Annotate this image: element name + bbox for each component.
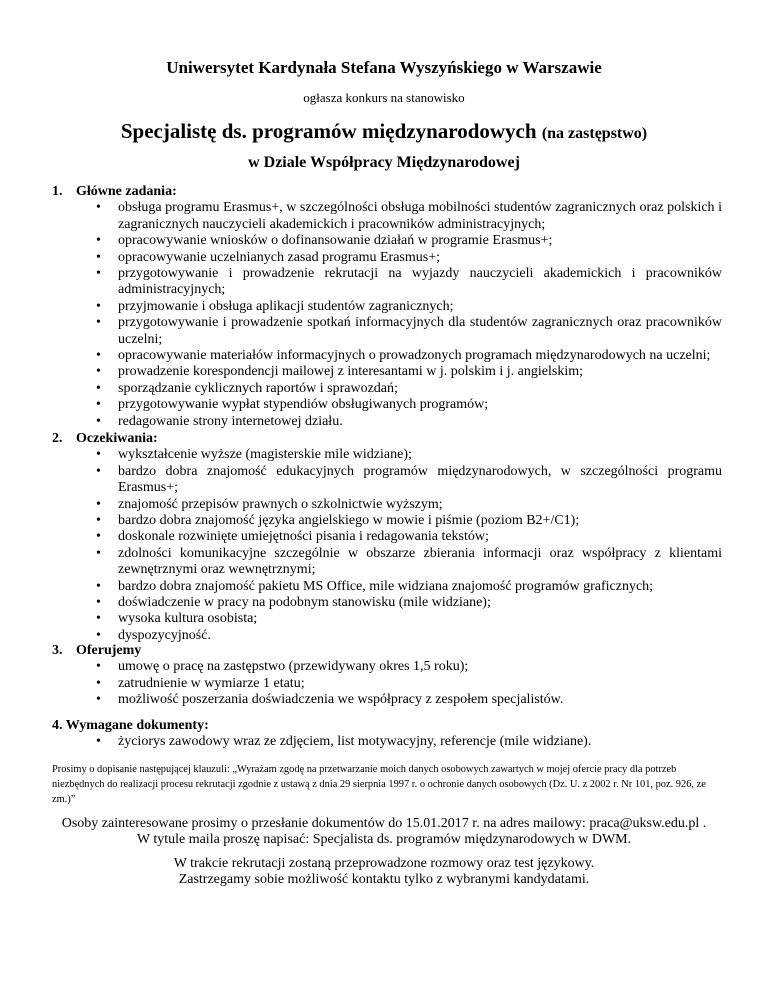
list-item-text: obsługa programu Erasmus+, w szczególności obsługa mobilności studentów zagranicznych oraz polskich i zagranicznych nauczycieli akademickich i pracowników administracyjnych; <box>118 200 722 232</box>
section-title: Oferujemy <box>76 643 142 658</box>
list-item <box>52 447 722 463</box>
list-item <box>52 676 722 692</box>
list-item <box>52 497 722 513</box>
list-item-text: znajomość przepisów prawnych o szkolnictwie wyższym; <box>118 496 443 512</box>
section-number: 3. <box>52 643 63 658</box>
offer-list <box>52 659 722 708</box>
list-item-text: przyjmowanie i obsługa aplikacji studentów zagranicznych; <box>118 298 454 314</box>
list-item-text: wykształcenie wyższe (magisterskie mile widziane); <box>118 447 412 463</box>
bullet-icon: • <box>96 233 101 249</box>
section-heading <box>52 431 722 447</box>
list-item-text: bardzo dobra znajomość pakietu MS Office, mile widziana znajomość programów graficznych; <box>118 578 654 594</box>
list-item-text: możliwość poszerzania doświadczenia we współpracy z zespołem specjalistów. <box>118 692 564 708</box>
list-item <box>52 348 722 364</box>
list-item <box>52 381 722 397</box>
bullet-icon: • <box>96 627 101 643</box>
list-item-text: dyspozycyjność. <box>118 627 211 643</box>
list-item <box>52 464 722 497</box>
bullet-icon: • <box>96 380 101 396</box>
list-item <box>52 546 722 579</box>
bullet-icon: • <box>96 364 101 380</box>
list-item <box>52 266 722 299</box>
bullet-icon: • <box>96 413 101 429</box>
bullet-icon: • <box>96 200 101 216</box>
bullet-icon: • <box>96 529 101 545</box>
bullet-icon: • <box>96 266 101 282</box>
section-heading <box>52 184 722 200</box>
section-title: Oczekiwania: <box>76 431 158 446</box>
contact-line: Zastrzegamy sobie możliwość kontaktu tylko z wybranymi kandydatami. <box>178 872 590 888</box>
email-subject-line: W tytule maila proszę napisać: Specjalista ds. programów międzynarodowych w DWM. <box>136 832 632 848</box>
application-info <box>0 816 768 849</box>
section-heading <box>52 643 722 659</box>
list-item <box>52 315 722 348</box>
list-item-text: prowadzenie korespondencji mailowej z interesantami w j. polskim i j. angielskim; <box>118 364 583 380</box>
position-title <box>0 119 768 144</box>
consent-clause: Prosimy o dopisanie następującej klauzuli: „Wyrażam zgodę na przetwarzanie moich danych osobowych zawartych w mojej ofercie pracy dla potrzeb niezbędnych do realizacji procesu rekrutacji zgodnie z ustawą z dnia 29 sierpnia 1997 r. o ochronie danych osobowych (Dz. U. z 2002 r. Nr 101, poz. 926, ze zm.)” <box>52 764 706 805</box>
bullet-icon: • <box>96 659 101 675</box>
section-heading <box>52 718 722 734</box>
section-documents <box>52 718 722 751</box>
list-item <box>52 513 722 529</box>
department-name: w Dziale Współpracy Międzynarodowej <box>248 154 520 171</box>
interview-line: W trakcie rekrutacji zostaną przeprowadzone rozmowy oraz test językowy. <box>173 856 595 871</box>
list-item <box>52 611 722 627</box>
list-item-text: opracowywanie materiałów informacyjnych o prowadzonych programach międzynarodowych na uczelni; <box>118 348 711 364</box>
list-item <box>52 579 722 595</box>
list-item <box>52 628 722 644</box>
list-item-text: umowę o pracę na zastępstwo (przewidywany okres 1,5 roku); <box>118 659 469 675</box>
list-item-text: przygotowywanie wypłat stypendiów obsługiwanych programów; <box>118 397 489 413</box>
section-main-tasks <box>52 184 722 430</box>
list-item-text: życiorys zawodowy wraz ze zdjęciem, list motywacyjny, referencje (mile widziane). <box>118 734 592 750</box>
list-item <box>52 659 722 675</box>
bullet-icon: • <box>96 692 101 708</box>
section-number: 4. <box>52 718 63 733</box>
bullet-icon: • <box>96 315 101 331</box>
bullet-icon: • <box>96 447 101 463</box>
list-item-text: wysoka kultura osobista; <box>118 611 258 627</box>
list-item-text: opracowywanie wniosków o dofinansowanie działań w programie Erasmus+; <box>118 233 553 249</box>
bullet-icon: • <box>96 298 101 314</box>
task-list <box>52 200 722 430</box>
documents-list <box>52 734 722 750</box>
list-item <box>52 414 722 430</box>
bullet-icon: • <box>96 595 101 611</box>
section-title: Wymagane dokumenty: <box>65 718 209 733</box>
list-item <box>52 250 722 266</box>
bullet-icon: • <box>96 463 101 479</box>
bullet-icon: • <box>96 578 101 594</box>
list-item <box>52 233 722 249</box>
bullet-icon: • <box>96 545 101 561</box>
section-number: 2. <box>52 431 63 446</box>
list-item-text: zatrudnienie w wymiarze 1 etatu; <box>118 675 305 691</box>
position-title-main: Specjalistę ds. programów międzynarodowych <box>120 119 537 143</box>
list-item-text: bardzo dobra znajomość języka angielskiego w mowie i piśmie (poziom B2+/C1); <box>118 513 580 529</box>
bullet-icon: • <box>96 397 101 413</box>
section-number: 1. <box>52 184 63 199</box>
list-item <box>52 529 722 545</box>
list-item <box>52 692 722 708</box>
list-item-text: przygotowywanie i prowadzenie spotkań informacyjnych dla studentów zagranicznych oraz pracowników uczelni; <box>118 315 722 347</box>
bullet-icon: • <box>96 348 101 364</box>
bullet-icon: • <box>96 675 101 691</box>
list-item <box>52 299 722 315</box>
bullet-icon: • <box>96 734 101 750</box>
bullet-icon: • <box>96 496 101 512</box>
bullet-icon: • <box>96 513 101 529</box>
list-item <box>52 595 722 611</box>
deadline-line: Osoby zainteresowane prosimy o przesłanie dokumentów do 15.01.2017 r. na adres mailowy: praca@uksw.edu.pl . <box>61 816 707 831</box>
announcement-line: ogłasza konkurs na stanowisko <box>303 90 465 105</box>
list-item <box>52 364 722 380</box>
position-title-note: (na zastępstwo) <box>541 125 648 142</box>
list-item-text: doświadczenie w pracy na podobnym stanowisku (mile widziane); <box>118 595 491 611</box>
bullet-icon: • <box>96 249 101 265</box>
university-name: Uniwersytet Kardynała Stefana Wyszyńskiego w Warszawie <box>166 58 602 77</box>
list-item-text: doskonale rozwinięte umiejętności pisania i redagowania tekstów; <box>118 529 489 545</box>
list-item-text: zdolności komunikacyjne szczególnie w obszarze zbierania informacji oraz współpracy z klientami zewnętrznymi oraz wewnętrznymi; <box>118 545 722 578</box>
list-item-text: redagowanie strony internetowej działu. <box>118 413 343 429</box>
list-item-text: bardzo dobra znajomość edukacyjnych programów międzynarodowych, w szczególności programu Erasmus+; <box>118 463 722 496</box>
section-title: Główne zadania: <box>76 184 177 199</box>
section-expectations <box>52 431 722 644</box>
list-item <box>52 734 722 750</box>
expectations-list <box>52 447 722 644</box>
list-item-text: opracowywanie uczelnianych zasad programu Erasmus+; <box>118 249 440 265</box>
list-item-text: przygotowywanie i prowadzenie rekrutacji na wyjazdy nauczycieli akademickich i pracowników administracyjnych; <box>118 266 722 298</box>
section-offer <box>52 643 722 709</box>
list-item <box>52 397 722 413</box>
list-item <box>52 200 722 233</box>
list-item-text: sporządzanie cyklicznych raportów i sprawozdań; <box>118 380 398 396</box>
recruitment-info <box>0 856 768 889</box>
bullet-icon: • <box>96 611 101 627</box>
